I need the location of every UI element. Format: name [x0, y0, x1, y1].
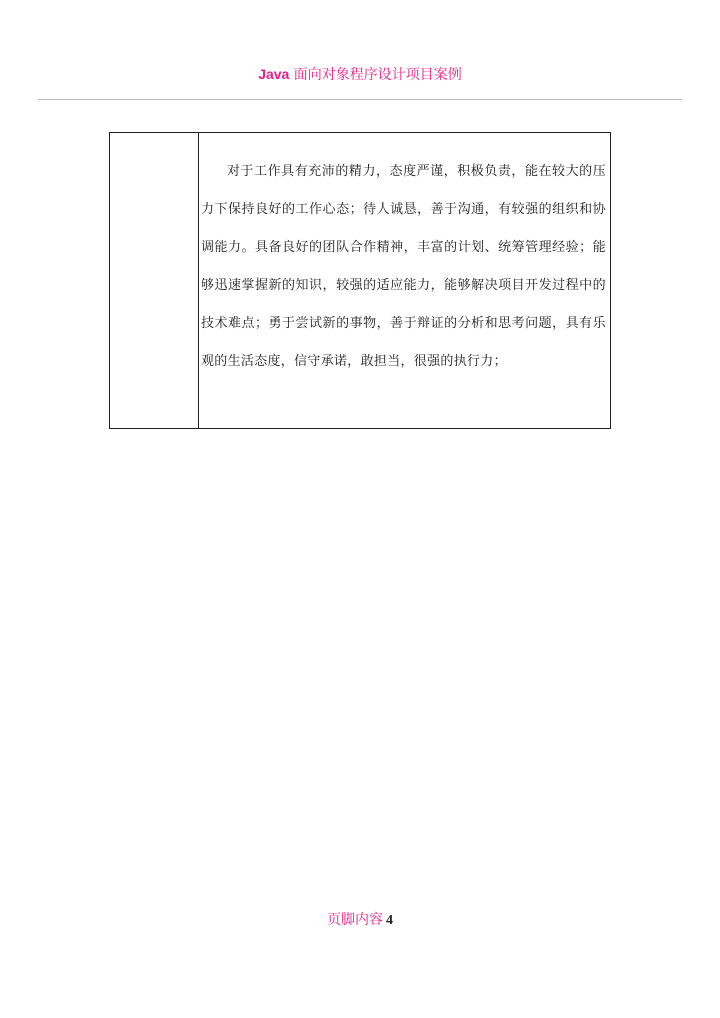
evaluation-table — [109, 132, 611, 429]
page-number: 4 — [386, 913, 393, 928]
footer-label: 页脚内容 — [327, 912, 383, 928]
table-left-cell — [110, 133, 199, 428]
table-right-cell — [199, 133, 610, 428]
header-title: 面向对象程序设计项目案例 — [293, 67, 462, 83]
header-divider — [38, 99, 682, 100]
header-brand: Java — [258, 66, 290, 82]
page-header — [0, 64, 720, 85]
self-evaluation-text: 对于工作具有充沛的精力，态度严谨，积极负责，能在较大的压力下保持良好的工作心态；待人诚恳，善于沟通，有较强的组织和协调能力。具备良好的团队合作精神，丰富的计划、统筹管理经验；能够迅速掌握新的知识，较强的适应能力，能够解决项目开发过程中的技术难点；勇于尝试新的事物，善于辩证的分析和思考问题，具有乐观的生活态度，信守承诺，敢担当，很强的执行力； — [201, 164, 606, 369]
page-footer — [0, 910, 720, 931]
